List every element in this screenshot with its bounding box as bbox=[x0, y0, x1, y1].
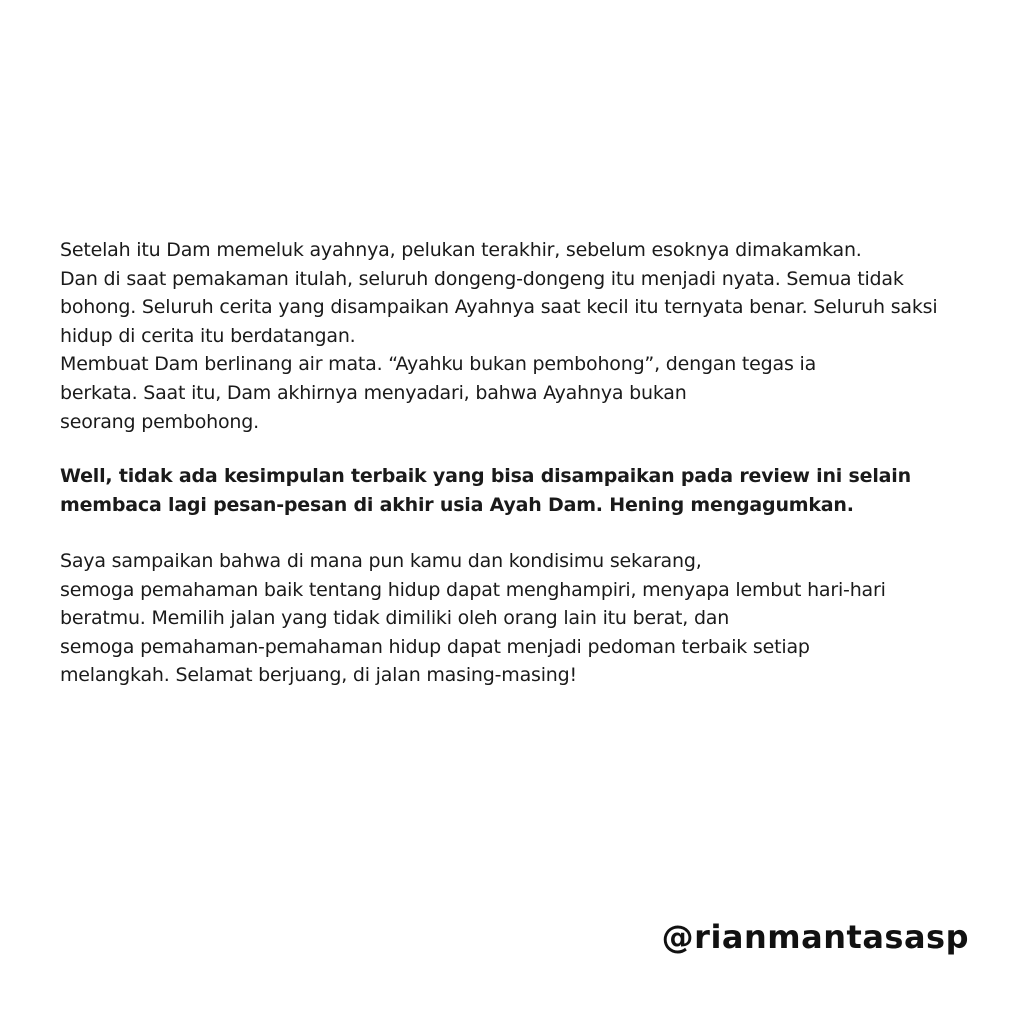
paragraph-line: bohong. Seluruh cerita yang disampaikan Ayahnya saat kecil itu ternyata benar. Seluruh saksi bbox=[60, 296, 938, 319]
paragraph-line: beratmu. Memilih jalan yang tidak dimiliki oleh orang lain itu berat, dan bbox=[60, 607, 730, 630]
paragraph-line: Membuat Dam berlinang air mata. “Ayahku bukan pembohong”, dengan tegas ia bbox=[60, 353, 817, 376]
paragraph-story bbox=[60, 236, 960, 436]
author-handle: @rianmantasasp bbox=[661, 918, 969, 956]
paragraph-line: membaca lagi pesan-pesan di akhir usia Ayah Dam. Hening mengagumkan. bbox=[60, 493, 854, 516]
paragraph-line: semoga pemahaman baik tentang hidup dapat menghampiri, menyapa lembut hari-hari bbox=[60, 578, 886, 601]
paragraph-line: melangkah. Selamat berjuang, di jalan masing-masing! bbox=[60, 664, 577, 687]
paragraph-line: Saya sampaikan bahwa di mana pun kamu dan kondisimu sekarang, bbox=[60, 550, 702, 572]
paragraph-closing bbox=[60, 547, 960, 690]
paragraph-line: Dan di saat pemakaman itulah, seluruh dongeng-dongeng itu menjadi nyata. Semua tidak bbox=[60, 267, 904, 290]
paragraph-conclusion bbox=[60, 462, 960, 519]
paragraph-line: semoga pemahaman-pemahaman hidup dapat menjadi pedoman terbaik setiap bbox=[60, 635, 810, 658]
paragraph-line: berkata. Saat itu, Dam akhirnya menyadari, bahwa Ayahnya bukan bbox=[60, 381, 687, 404]
paragraph-line: seorang pembohong. bbox=[60, 410, 259, 433]
paragraph-line: hidup di cerita itu berdatangan. bbox=[60, 324, 356, 347]
paragraph-line: Well, tidak ada kesimpulan terbaik yang bisa disampaikan pada review ini selain bbox=[60, 465, 911, 487]
paragraph-line: Setelah itu Dam memeluk ayahnya, pelukan terakhir, sebelum esoknya dimakamkan. bbox=[60, 239, 862, 261]
